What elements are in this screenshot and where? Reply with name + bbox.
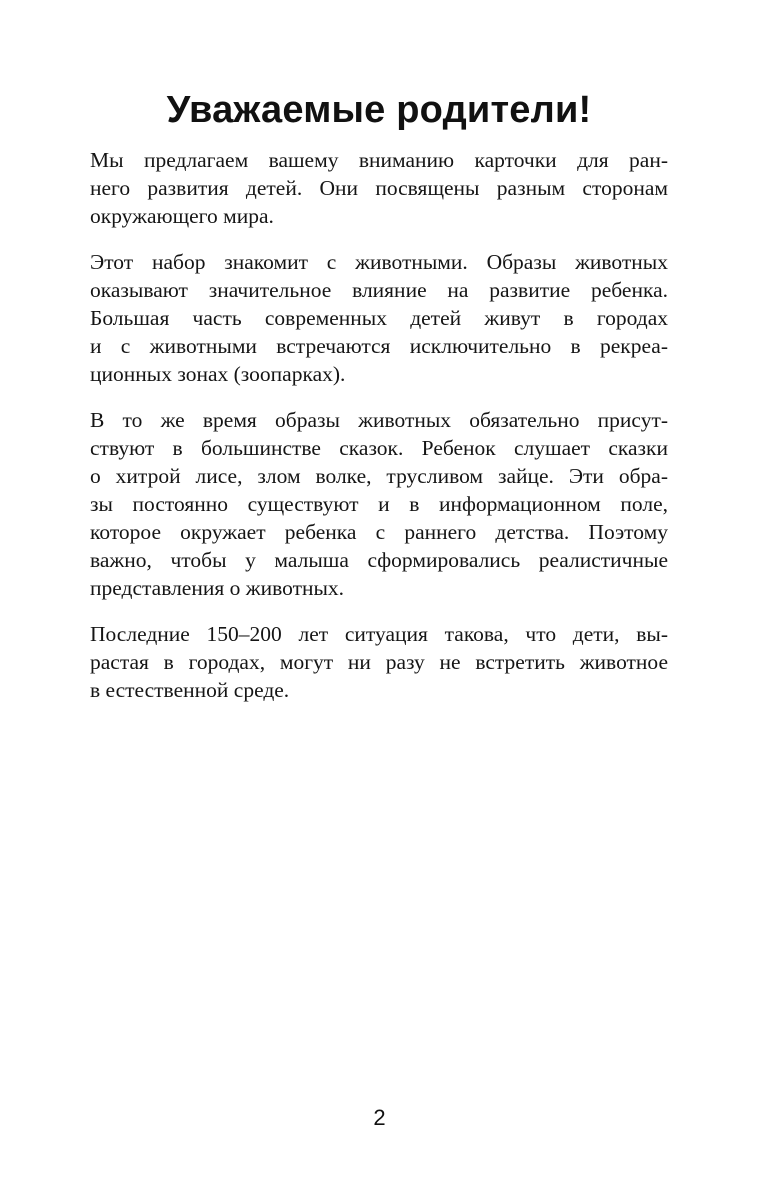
paragraph bbox=[90, 620, 668, 704]
text-line: растая в городах, могут ни разу не встретить животное bbox=[90, 650, 668, 674]
text-line: Этот набор знакомит с животными. Образы животных bbox=[90, 250, 668, 274]
text-line: о хитрой лисе, злом волке, трусливом зайце. Эти обра- bbox=[90, 464, 668, 488]
text-line: Мы предлагаем вашему вниманию карточки для ран- bbox=[90, 148, 668, 172]
text-line: оказывают значительное влияние на развитие ребенка. bbox=[90, 278, 668, 302]
text-line: представления о животных. bbox=[90, 576, 345, 600]
text-line: зы постоянно существуют и в информационном поле, bbox=[90, 492, 668, 516]
page-number: 2 bbox=[373, 1105, 386, 1130]
text-line: В то же время образы животных обязательно присут- bbox=[90, 408, 668, 432]
text-line: ционных зонах (зоопарках). bbox=[90, 362, 346, 386]
page-body-text bbox=[90, 146, 668, 722]
page-title: Уважаемые родители! bbox=[166, 89, 592, 131]
text-line: и с животными встречаются исключительно в рекреа- bbox=[90, 334, 668, 358]
text-line: в естественной среде. bbox=[90, 678, 290, 702]
text-line: которое окружает ребенка с раннего детства. Поэтому bbox=[90, 520, 668, 544]
text-line: него развития детей. Они посвящены разным сторонам bbox=[90, 176, 668, 200]
paragraph bbox=[90, 406, 668, 602]
text-line: важно, чтобы у малыша сформировались реалистичные bbox=[90, 548, 668, 572]
text-line: Последние 150–200 лет ситуация такова, что дети, вы- bbox=[90, 622, 668, 646]
paragraph bbox=[90, 146, 668, 230]
text-line: окружающего мира. bbox=[90, 204, 274, 228]
text-line: ствуют в большинстве сказок. Ребенок слушает сказки bbox=[90, 436, 668, 460]
paragraph bbox=[90, 248, 668, 388]
text-line: Большая часть современных детей живут в городах bbox=[90, 306, 668, 330]
